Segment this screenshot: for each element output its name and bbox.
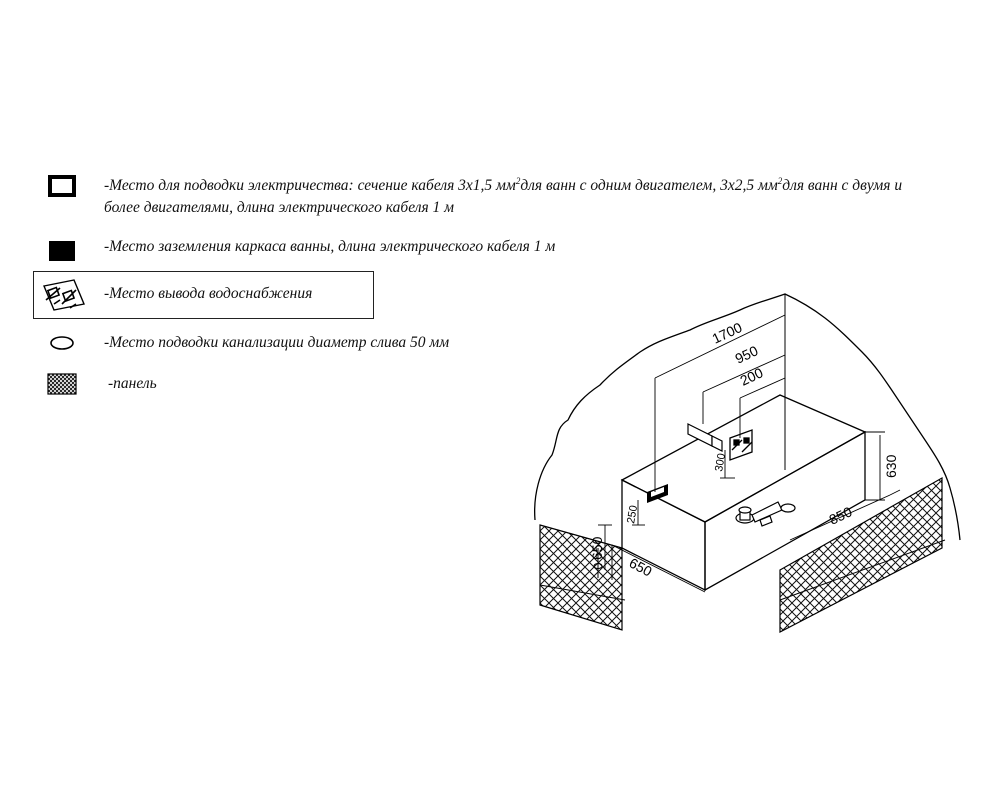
electric-outlet-point: [647, 484, 668, 503]
wall-spout: [688, 424, 722, 451]
front-panel: [780, 478, 942, 632]
legend-drain-text: -Место подводки канализации диаметр слива 50 мм: [104, 334, 450, 351]
dim-850: 850: [826, 503, 855, 528]
water-supply-point: [730, 430, 752, 460]
dim-630: 630: [883, 454, 899, 478]
legend-panel-text: -панель: [108, 375, 157, 392]
dim-650-height: 650: [589, 536, 605, 560]
dim-250: 250: [625, 504, 641, 525]
dim-1700: 1700: [709, 319, 745, 347]
dim-950: 950: [732, 342, 761, 367]
legend-water-text: -Место вывода водоснабжения: [104, 285, 313, 302]
dim-650-depth: 650: [626, 554, 655, 580]
wall-niche-outline: [535, 294, 960, 540]
left-panel: [540, 525, 622, 630]
legend-electric-text: -Место для подводки электричества: сечение кабеля 3х1,5 $мм^2для$ ванн с одним двигателем, 3х2,5 $мм^2для$ ванн с двумя и более двигателями, длина электрического кабеля 1 м: [104, 176, 903, 217]
bath-mixer: [736, 502, 795, 526]
dim-300: 300: [713, 452, 729, 473]
dim-200: 200: [737, 364, 766, 389]
legend-ground-text: -Место заземления каркаса ванны, длина электрического кабеля 1 м: [104, 238, 556, 255]
